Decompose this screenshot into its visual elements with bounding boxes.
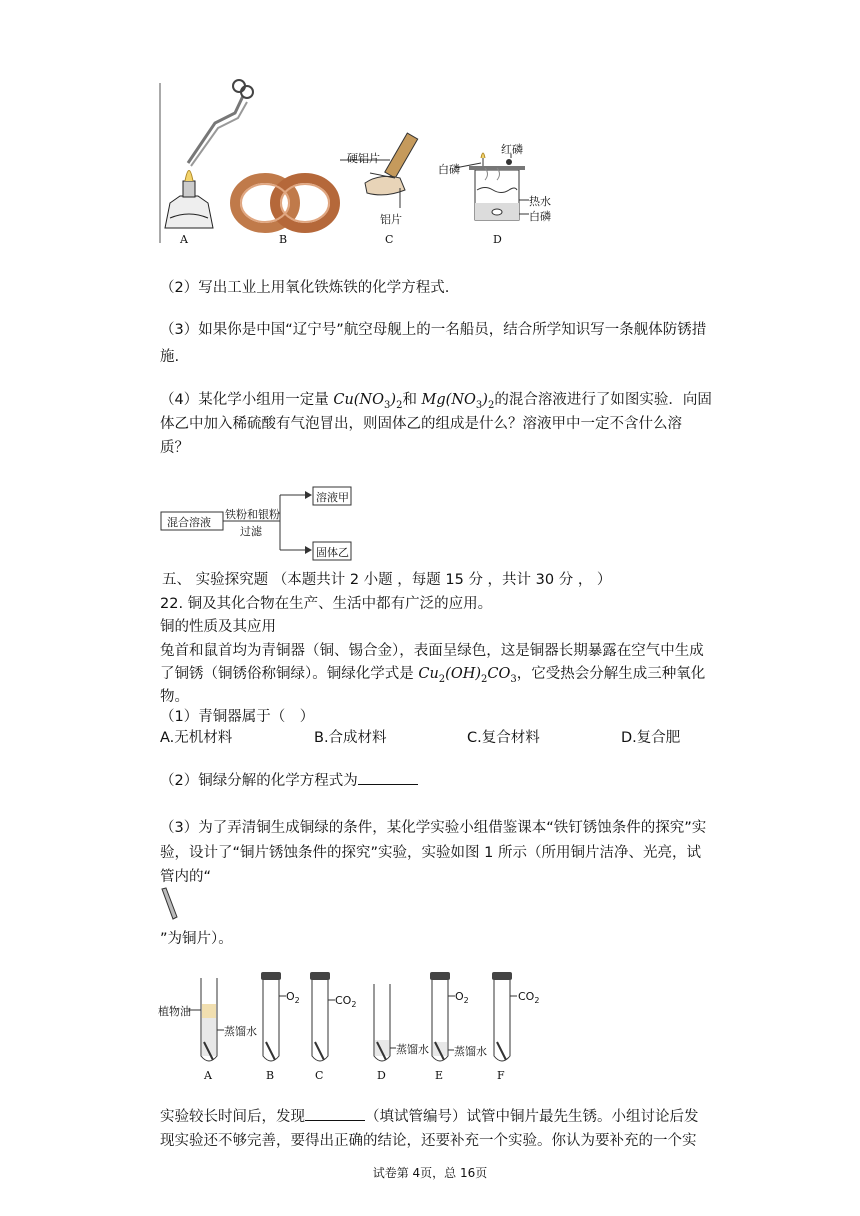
label-white-phosphorus-top: 白磷 (438, 163, 460, 176)
q4-text-and: 和 (402, 392, 422, 408)
phosphorus-beaker-icon (455, 153, 529, 220)
flow-filter: 过滤 (240, 525, 262, 538)
s2-text: （2）铜绿分解的化学方程式为 (160, 773, 358, 789)
page-footer: 试卷第 4页，总 16页 (372, 1166, 488, 1180)
tube-label-water-e: 蒸馏水 (454, 1045, 487, 1058)
paragraph-1-line2 (160, 663, 705, 691)
tube-label-d: D (377, 1069, 386, 1082)
formula-copper-nitrate: $Cu(NO_3)_2$ (333, 392, 403, 411)
label-red-phosphorus: 红磷 (501, 143, 523, 156)
p2-text-a: 实验较长时间后，发现 (160, 1109, 305, 1125)
flow-diagram (160, 483, 360, 565)
tube-label-co2-c: $CO_2$ (335, 994, 357, 1010)
sub-question-3-line3: 管内的“ (160, 869, 212, 885)
sub-question-2 (160, 770, 418, 792)
figure-apparatus (155, 78, 555, 253)
sub-question-3-line1: （3）为了弄清铜生成铜绿的条件，某化学实验小组借鉴课本“铁钉锈蚀条件的探究”实 (160, 820, 707, 836)
q4-text-b: 的混合溶液进行了如图实验．向固 (494, 392, 712, 408)
option-d: D.复合肥 (621, 730, 681, 746)
tube-label-water-d: 蒸馏水 (396, 1043, 429, 1056)
question-2: （2）写出工业上用氧化铁炼铁的化学方程式. (160, 280, 450, 296)
answer-blank-equation (358, 770, 418, 785)
flow-solution-a: 溶液甲 (316, 491, 349, 504)
question-3-line2: 施. (160, 349, 180, 365)
formula-magnesium-nitrate: $Mg(NO_3)_2$ (421, 392, 495, 411)
question-22: 22. 铜及其化合物在生产、生活中都有广泛的应用。 (160, 596, 493, 612)
test-tubes-drawing (158, 970, 558, 1085)
tube-label-oil: 植物油 (158, 1005, 191, 1018)
flow-solid-b: 固体乙 (316, 546, 349, 559)
q4-text-a: （4）某化学小组用一定量 (160, 392, 334, 408)
flow-reagent: 铁粉和银粉 (225, 508, 280, 521)
option-a: A.无机材料 (160, 730, 233, 746)
p2-text-b: （填试管编号）试管中铜片最先生锈。小组讨论后发 (365, 1109, 699, 1125)
fig1-label-b: B (279, 233, 288, 246)
paragraph-1-line1: 兔首和鼠首均为青铜器（铜、锡合金），表面呈绿色，这是铜器长期暴露在空气中生成 (160, 643, 704, 659)
label-white-phosphorus-bottom: 白磷 (529, 210, 551, 223)
flow-mix-solution: 混合溶液 (167, 516, 211, 529)
sub-question-1: （1）青铜器属于（ ） (160, 709, 315, 725)
figure-test-tubes (158, 970, 558, 1085)
tube-label-a: A (204, 1069, 212, 1082)
tube-label-co2-f: $CO_2$ (518, 990, 540, 1006)
sub-question-3-line2: 验，设计了“铜片锈蚀条件的探究”实验，实验如图 1 所示（所用铜片洁净、光亮，试 (160, 845, 701, 861)
paragraph-1-line3: 物。 (160, 689, 189, 705)
section-5-header: 五、 实验探究题 （本题共计 2 小题 ，每题 15 分 ，共计 30 分 ， ） (162, 572, 612, 588)
p1-text-b: ，它受热会分解生成三种氧化 (516, 666, 706, 682)
question-4-line3: 质？ (160, 440, 189, 456)
tube-label-o2-b: $O_2$ (286, 990, 300, 1006)
formula-basic-copper-carbonate: $Cu_2(OH)_2CO_3$ (418, 666, 517, 685)
paragraph-2-line2: 现实验还不够完善，要得出正确的结论，还要补充一个实验。你认为要补充的一个实 (160, 1133, 697, 1149)
tube-label-water-a: 蒸馏水 (224, 1025, 257, 1038)
fig1-label-d: D (493, 233, 502, 246)
tube-label-f: F (497, 1069, 505, 1082)
answer-blank-tube (305, 1106, 365, 1121)
aluminum-scratch-icon (340, 133, 418, 208)
question-3-line1: （3）如果你是中国“辽宁号”航空母舰上的一名船员，结合所学知识写一条舰体防锈措 (160, 322, 707, 338)
sub-question-3-line4: ”为铜片）。 (160, 931, 233, 947)
tube-label-o2-e: $O_2$ (455, 990, 469, 1006)
question-4-line2: 体乙中加入稀硫酸有气泡冒出，则固体乙的组成是什么？溶液甲中一定不含什么溶 (160, 416, 682, 432)
copper-strip-icon (160, 887, 180, 921)
copper-coil-icon (235, 178, 335, 228)
tube-label-b: B (266, 1069, 275, 1082)
fig1-label-c: C (385, 233, 394, 246)
tube-label-c: C (315, 1069, 324, 1082)
option-b: B.合成材料 (314, 730, 387, 746)
p1-text-a: 了铜锈（铜锈俗称铜绿）。铜绿化学式是 (160, 666, 419, 682)
paragraph-2-line1 (160, 1106, 699, 1128)
fig1-label-a: A (180, 233, 188, 246)
tube-label-e: E (435, 1069, 444, 1082)
subsection-title: 铜的性质及其应用 (160, 619, 276, 635)
label-hard-aluminum: 硬铝片 (347, 152, 380, 165)
option-c: C.复合材料 (467, 730, 540, 746)
label-hot-water: 热水 (529, 195, 551, 208)
label-aluminum: 铝片 (380, 213, 402, 226)
